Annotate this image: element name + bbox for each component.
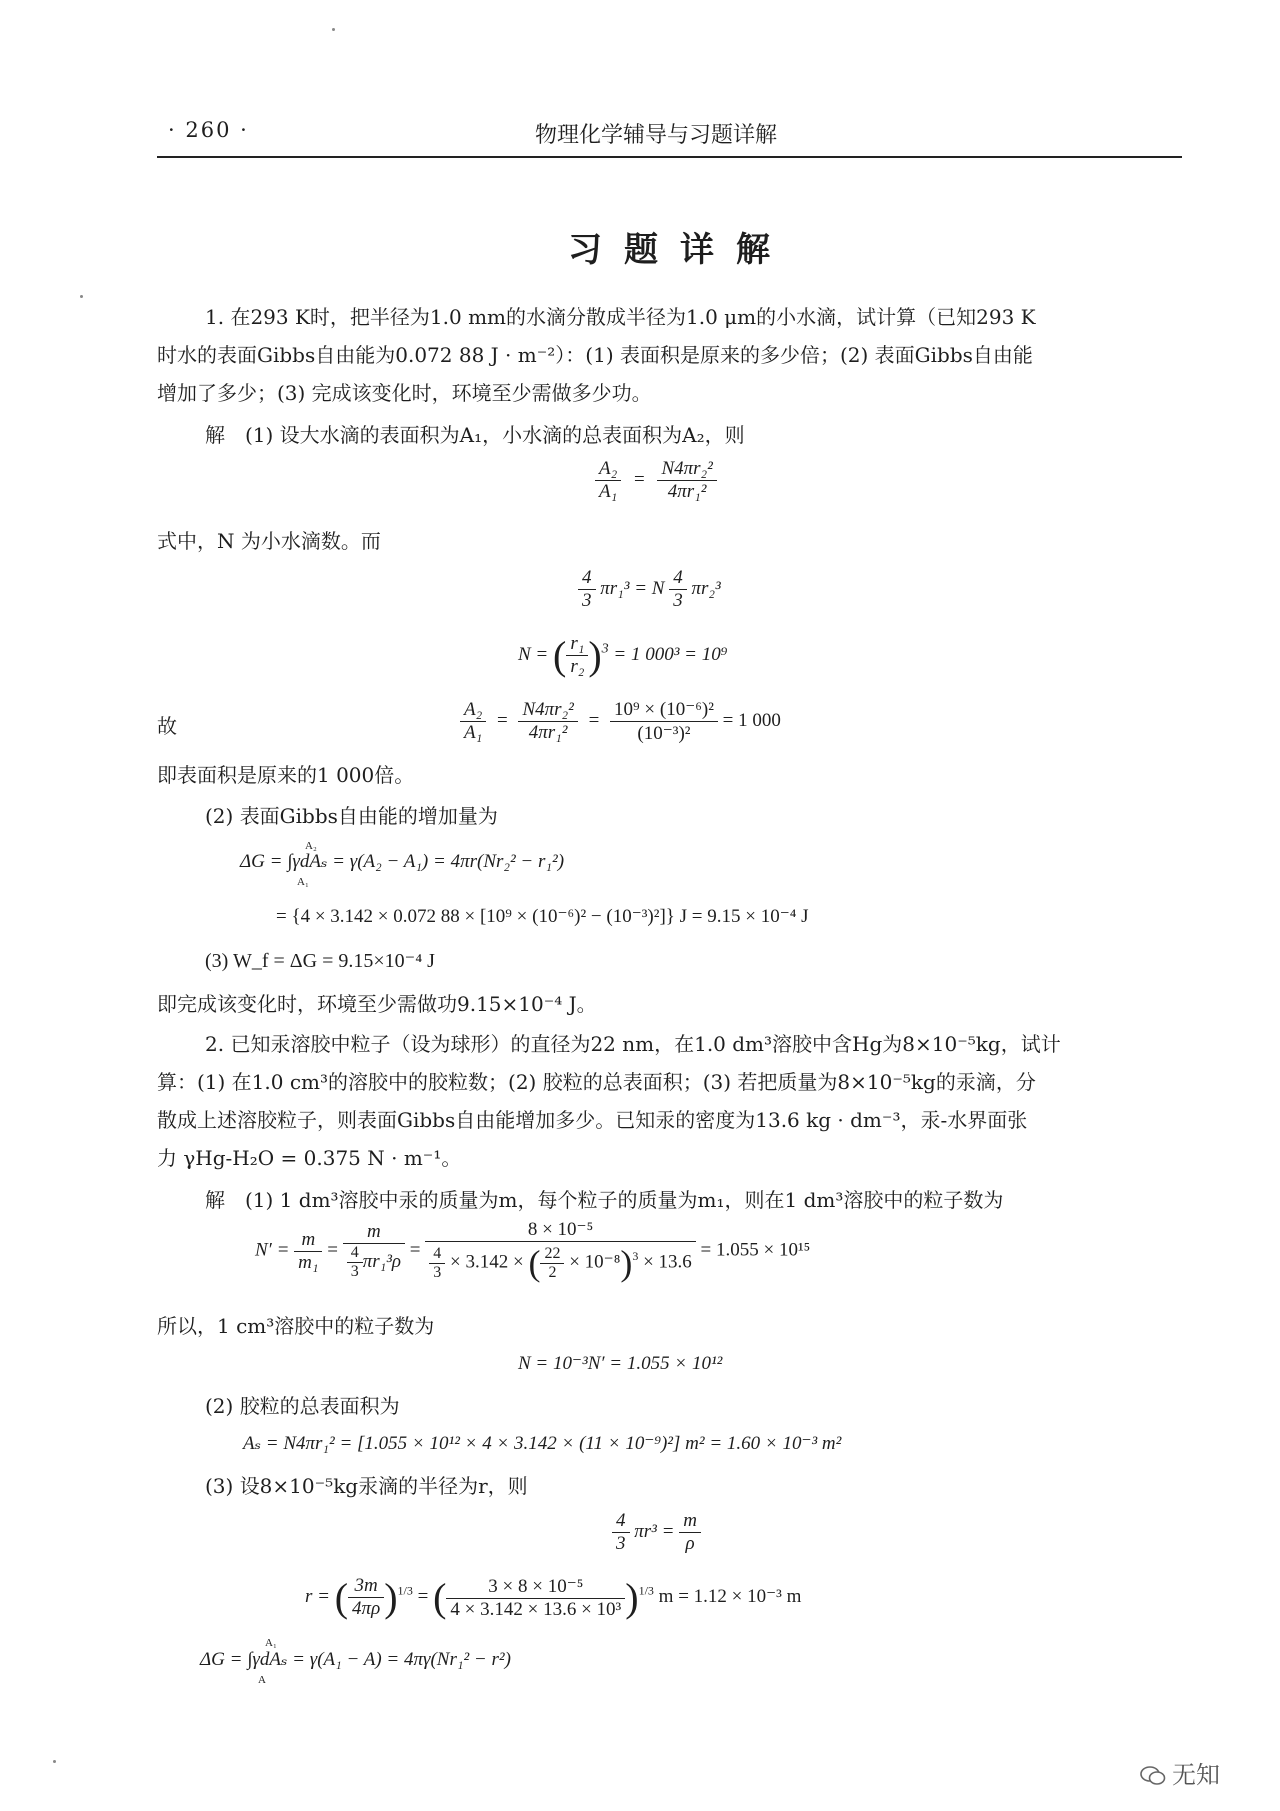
problem2-solution-intro: 解 (1) 1 dm³溶胶中汞的质量为m，每个粒子的质量为m₁，则在1 dm³溶胶中的粒子数为 (205, 1188, 1004, 1212)
problem1-line2: 时水的表面Gibbs自由能为0.072 88 J · m⁻²）：(1) 表面积是原来的多少倍；(2) 表面Gibbs自由能 (157, 343, 1033, 367)
integral-lower-limit: A₁ (297, 876, 309, 888)
problem2-line3: 散成上述溶胶粒子，则表面Gibbs自由能增加多少。已知汞的密度为13.6 kg · dm⁻³，汞-水界面张 (157, 1108, 1028, 1132)
part2-area-intro: (2) 胶粒的总表面积为 (205, 1394, 400, 1418)
page-number: · 260 · (168, 118, 249, 142)
problem2-line2: 算：(1) 在1.0 cm³的溶胶中的胶粒数；(2) 胶粒的总表面积；(3) 若把质量为8×10⁻⁵kg的汞滴，分 (157, 1070, 1036, 1094)
problem1-solution-intro: 解 (1) 设大水滴的表面积为A₁，小水滴的总表面积为A₂，则 (205, 423, 745, 447)
integral-upper-limit-2: A₁ (265, 1637, 277, 1649)
therefore-label: 故 (157, 714, 177, 738)
equation-drop-radius: r = ( $\frac{3m}{4\pi\rho}$ )$^{1/3}$ = ( $\frac{\text{3 × 8 × 10⁻⁵}}{\text{4 × 3.142 × 13.6 × 10³}}$ )$^{1/3}$ m = 1.12 × 10⁻³ m (305, 1575, 802, 1620)
integral-upper-limit: A₂ (305, 840, 317, 852)
problem1-line1: 1. 在293 K时，把半径为1.0 mm的水滴分散成半径为1.0 μm的小水滴，试计算（已知293 K (205, 305, 1036, 329)
scan-speck (80, 295, 83, 298)
scan-speck (53, 1760, 56, 1763)
equation-particles-per-cm3: N = 10⁻³N′ = 1.055 × 10¹² (518, 1353, 723, 1374)
header-rule (157, 156, 1182, 158)
so-text: 所以，1 cm³溶胶中的粒子数为 (157, 1314, 435, 1338)
problem1-line3: 增加了多少；(3) 完成该变化时，环境至少需做多少功。 (157, 381, 652, 405)
part3-work: (3) W_f = ΔG = 9.15×10⁻⁴ J (205, 950, 435, 972)
equation-area-ratio-result: $\frac{\text{A₂}}{\text{A₁}}$ = $\frac{\text{N4πr₂²}}{\text{4πr₁²}}$ = $\frac{\text{10⁹ × (10⁻⁶)²}}{\text{(10⁻³)²}}$ = 1 000 (460, 698, 781, 745)
equation-gibbs-mercury: ΔG = ∫γdAₛ = γ(A₁ − A) = 4πγ(Nr₁² − r²) (200, 1649, 511, 1670)
equation-volume: $\frac{4}{3}$ πr₁³ = N $\frac{4}{3}$ πr₂³ (578, 567, 721, 612)
integral-lower-limit-2: A (258, 1674, 266, 1686)
equation-total-area: Aₛ = N4πr₁² = [1.055 × 10¹² × 4 × 3.142 × (11 × 10⁻⁹)²] m² = 1.60 × 10⁻³ m² (243, 1433, 842, 1454)
chat-bubble-icon (1140, 1765, 1166, 1787)
scan-speck (332, 28, 335, 31)
problem2-line1: 2. 已知汞溶胶中粒子（设为球形）的直径为22 nm，在1.0 dm³溶胶中含Hg为8×10⁻⁵kg，试计 (205, 1032, 1061, 1056)
where-text: 式中，N 为小水滴数。而 (157, 529, 381, 553)
equation-area-ratio: $\frac{\text{A₂}}{\text{A₁}}$ = $\frac{\text{N4πr₂²}}{\text{4πr₁²}}$ (595, 458, 717, 503)
equation-drop-volume: $\frac{4}{3}$ πr³ = $\frac{m}{\rho}$ (612, 1510, 701, 1555)
conclusion-part3: 即完成该变化时，环境至少需做功9.15×10⁻⁴ J。 (157, 992, 597, 1016)
part3-radius-intro: (3) 设8×10⁻⁵kg汞滴的半径为r，则 (205, 1474, 528, 1498)
equation-particle-count: N′ = $\frac{m}{\text{m₁}}$ = m $\frac{4}{3}$ πr₁³ρ = 8 × 10⁻⁵ $\frac{4}{3}$ × 3.142 × ( $\frac{22}{2}$ × 10⁻⁸)$^3$ × 13.6 = 1.055 × 10¹⁵ (255, 1219, 811, 1283)
equation-gibbs-value: = {4 × 3.142 × 0.072 88 × [10⁹ × (10⁻⁶)² − (10⁻³)²]} J = 9.15 × 10⁻⁴ J (276, 906, 809, 927)
equation-number-of-drops: N = ( $\frac{\text{r₁}}{\text{r₂}}$ )$^3$ = 1 000³ = 10⁹ (518, 633, 728, 678)
running-title: 物理化学辅导与习题详解 (535, 123, 778, 148)
watermark: 无知 (1140, 1755, 1220, 1790)
problem2-line4: 力 γHg-H₂O = 0.375 N · m⁻¹。 (157, 1146, 462, 1170)
conclusion-part1: 即表面积是原来的1 000倍。 (157, 763, 415, 787)
part2-intro: (2) 表面Gibbs自由能的增加量为 (205, 804, 498, 828)
equation-gibbs-integral: ΔG = ∫γdAₛ = γ(A₂ − A₁) = 4πr(Nr₂² − r₁²) (240, 851, 565, 872)
section-title: 习题详解 (568, 230, 792, 270)
